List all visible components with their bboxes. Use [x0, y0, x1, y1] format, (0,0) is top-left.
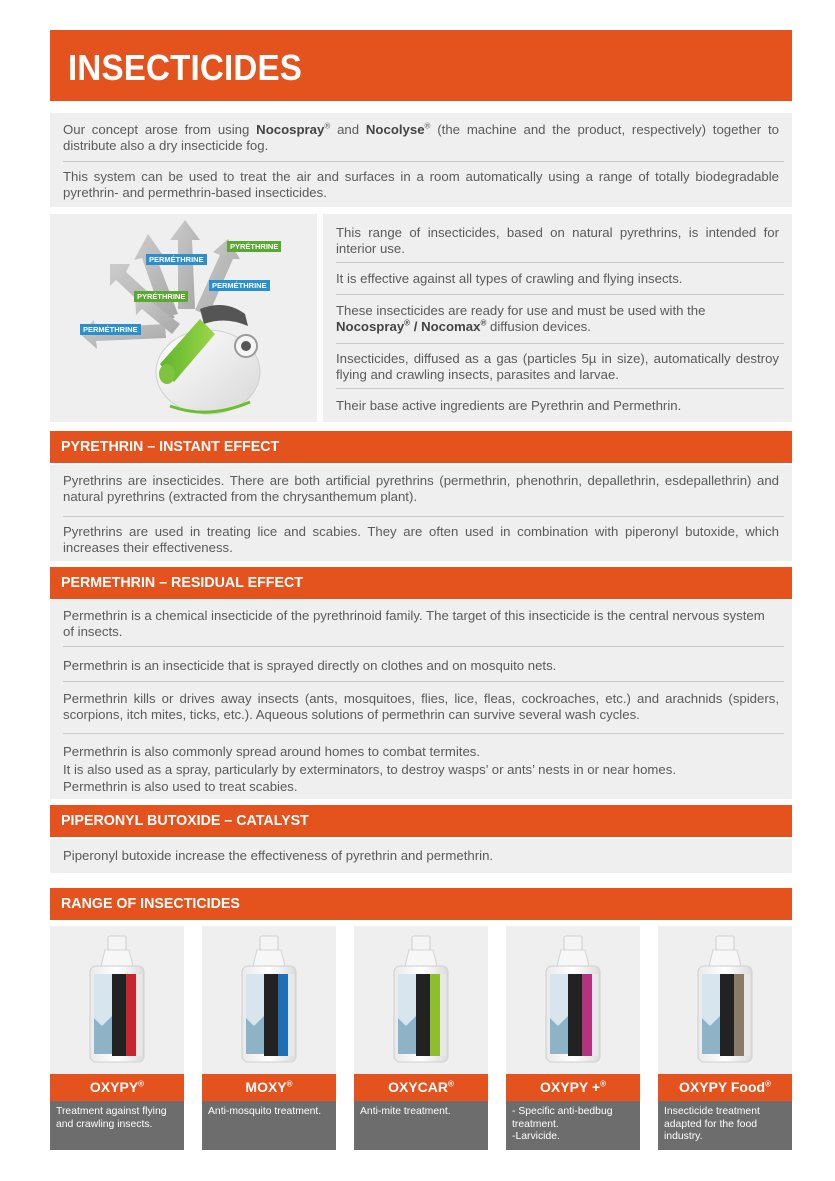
range-text-1: This range of insecticides, based on natural pyrethrins, is intended for interior use.	[336, 225, 779, 256]
permethrin-heading: PERMETHRIN – RESIDUAL EFFECT	[61, 574, 304, 591]
product-description: Anti-mite treatment.	[354, 1101, 488, 1150]
permethrin-heading-bar	[50, 567, 792, 599]
permethrin-paragraph-4	[63, 743, 779, 796]
product-card	[506, 926, 640, 1150]
piperonyl-heading-bar	[50, 805, 792, 837]
piperonyl-heading: PIPERONYL BUTOXIDE – CATALYST	[61, 812, 309, 829]
divider	[336, 343, 784, 344]
permethrin-paragraph-2: Permethrin is an insecticide that is sprayed directly on clothes and on mosquito nets.	[63, 658, 557, 673]
product-description: Anti-mosquito treatment.	[202, 1101, 336, 1150]
permethrin-line-c: Permethrin is also used to treat scabies.	[63, 779, 298, 794]
brand-nocospray: Nocospray	[256, 122, 325, 137]
diffuser-illustration	[50, 214, 317, 422]
tag-permethrine-1: PERMÉTHRINE	[146, 254, 207, 265]
range-description	[323, 214, 792, 422]
product-grid	[50, 926, 792, 1150]
permethrin-paragraph-1: Permethrin is a chemical insecticide of the pyrethrinoid family. The target of this insecticide is the central nervous system of insects.	[63, 608, 765, 639]
product-description: Treatment against flying and crawling insects.	[50, 1101, 184, 1150]
product-name: OXYPY®	[50, 1074, 184, 1101]
range-text-5: Their base active ingredients are Pyrethrin and Permethrin.	[336, 398, 682, 413]
tag-permethrine-3: PERMÉTHRINE	[80, 324, 141, 335]
tag-pyrethrine-2: PYRÉTHRINE	[134, 291, 188, 302]
product-card	[202, 926, 336, 1150]
pyrethrin-heading-bar	[50, 431, 792, 463]
permethrin-line-a: Permethrin is also commonly spread around homes to combat termites.	[63, 744, 481, 759]
range-info	[50, 214, 792, 422]
product-bottle-image	[658, 926, 792, 1074]
product-bottle-image	[50, 926, 184, 1074]
range-text-3: These insecticides are ready for use and must be used with the Nocospray® / Nocomax® diffusion devices.	[336, 303, 706, 334]
page-title: INSECTICIDES	[68, 47, 303, 88]
divider	[336, 262, 784, 263]
product-card	[50, 926, 184, 1150]
pyrethrin-paragraph-1: Pyrethrins are insecticides. There are both artificial pyrethrins (permethrin, phenothrin, depallethrin, esdepallethrin) and natural pyrethrins (extracted from the chrysanthemum plant).	[63, 473, 779, 504]
divider	[63, 681, 784, 682]
product-bottle-image	[202, 926, 336, 1074]
divider	[336, 294, 784, 295]
permethrin-body	[50, 600, 792, 799]
pyrethrin-heading: PYRETHRIN – INSTANT EFFECT	[61, 438, 280, 455]
product-name: MOXY®	[202, 1074, 336, 1101]
product-bottle-image	[354, 926, 488, 1074]
range-heading-bar	[50, 888, 792, 920]
permethrin-line-b: It is also used as a spray, particularly by exterminators, to destroy wasps’ or ants’ nests in or near homes.	[63, 761, 676, 777]
intro-paragraph-1: Our concept arose from using Nocospray® and Nocolyse® (the machine and the product, respectively) together to distribute also a dry insecticide fog.	[63, 121, 779, 153]
tag-permethrine-2: PERMÉTHRINE	[209, 280, 270, 291]
divider	[336, 388, 784, 389]
piperonyl-body	[50, 839, 792, 873]
product-name: OXYPY +®	[506, 1074, 640, 1101]
range-text-4: Insecticides, diffused as a gas (particles 5µ in size), automatically destroy flying and crawling insects, parasites and larvae.	[336, 351, 779, 382]
intro-panel	[50, 113, 792, 207]
divider	[63, 733, 784, 734]
permethrin-paragraph-3: Permethrin kills or drives away insects (ants, mosquitoes, flies, lice, fleas, cockroaches, etc.) and arachnids (spiders, scorpions, itch mites, ticks, etc.). Aqueous solutions of permethrin can survive several wash cycles.	[63, 691, 779, 722]
product-card	[658, 926, 792, 1150]
pyrethrin-paragraph-2: Pyrethrins are used in treating lice and scabies. They are often used in combination with piperonyl butoxide, which increases their effectiveness.	[63, 524, 779, 555]
intro-paragraph-2: This system can be used to treat the air and surfaces in a room automatically using a range of totally biodegradable pyrethrin- and permethrin-based insecticides.	[63, 169, 779, 200]
title-bar	[50, 30, 792, 101]
brand-nocolyse: Nocolyse	[365, 122, 425, 137]
divider	[63, 516, 784, 517]
pyrethrin-body	[50, 465, 792, 561]
product-name: OXYPY Food®	[658, 1074, 792, 1101]
product-card	[354, 926, 488, 1150]
product-description: Insecticide treatment adapted for the food industry.	[658, 1101, 792, 1150]
product-name: OXYCAR®	[354, 1074, 488, 1101]
product-description: - Specific anti-bedbug treatment. -Larvicide.	[506, 1101, 640, 1150]
range-text-2: It is effective against all types of crawling and flying insects.	[336, 271, 683, 286]
divider	[63, 646, 784, 647]
tag-pyrethrine-1: PYRÉTHRINE	[227, 241, 281, 252]
range-heading: RANGE OF INSECTICIDES	[61, 895, 240, 912]
piperonyl-paragraph: Piperonyl butoxide increase the effectiveness of pyrethrin and permethrin.	[63, 848, 494, 863]
divider	[63, 161, 784, 162]
product-bottle-image	[506, 926, 640, 1074]
